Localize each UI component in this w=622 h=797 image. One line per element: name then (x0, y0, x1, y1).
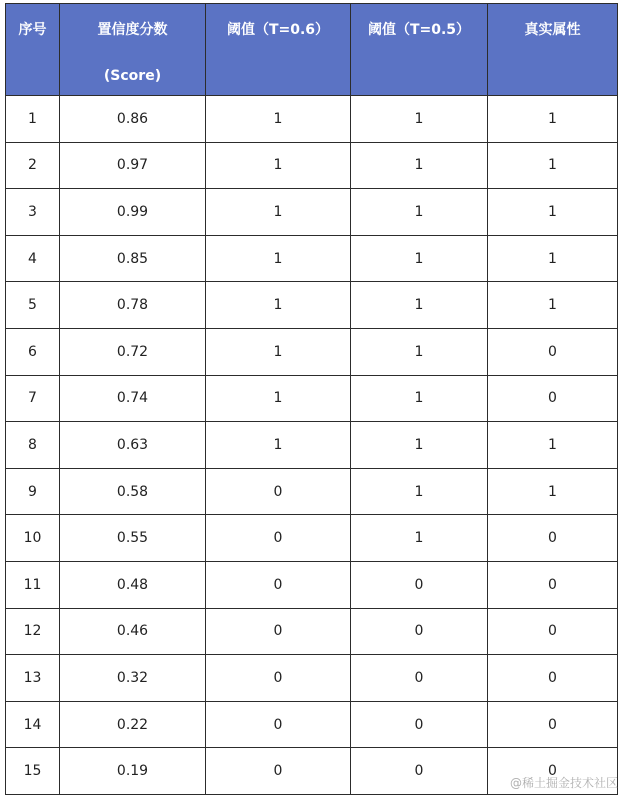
header-threshold-06-label: 阈值（T=0.6） (226, 22, 330, 38)
cell-score: 0.63 (60, 422, 206, 469)
cell-pred-05: 0 (351, 608, 488, 655)
header-threshold-05 (351, 4, 488, 96)
cell-score: 0.78 (60, 282, 206, 329)
table-header (6, 4, 618, 96)
cell-index: 12 (6, 608, 60, 655)
header-threshold-06 (206, 4, 351, 96)
cell-score: 0.72 (60, 328, 206, 375)
header-threshold-05-label: 阈值（T=0.5） (367, 22, 471, 38)
table-row (6, 515, 618, 562)
table-row (6, 96, 618, 143)
table-row (6, 655, 618, 702)
cell-score: 0.46 (60, 608, 206, 655)
table-row (6, 701, 618, 748)
cell-pred-05: 0 (351, 561, 488, 608)
cell-index: 1 (6, 96, 60, 143)
cell-index: 11 (6, 561, 60, 608)
cell-true-label: 1 (488, 235, 618, 282)
cell-pred-06: 1 (206, 282, 351, 329)
cell-true-label: 1 (488, 422, 618, 469)
table-row (6, 468, 618, 515)
cell-pred-05: 0 (351, 748, 488, 795)
cell-pred-05: 0 (351, 701, 488, 748)
cell-pred-05: 1 (351, 328, 488, 375)
score-threshold-table (5, 3, 618, 795)
cell-true-label: 0 (488, 608, 618, 655)
cell-index: 13 (6, 655, 60, 702)
cell-true-label: 1 (488, 468, 618, 515)
cell-score: 0.85 (60, 235, 206, 282)
table-row (6, 235, 618, 282)
cell-pred-06: 0 (206, 608, 351, 655)
cell-true-label: 0 (488, 515, 618, 562)
cell-index: 10 (6, 515, 60, 562)
cell-score: 0.97 (60, 142, 206, 189)
header-score-sublabel: (Score) (103, 68, 162, 84)
table-row (6, 422, 618, 469)
cell-pred-05: 1 (351, 235, 488, 282)
cell-score: 0.58 (60, 468, 206, 515)
cell-pred-05: 1 (351, 422, 488, 469)
cell-score: 0.48 (60, 561, 206, 608)
cell-pred-06: 1 (206, 422, 351, 469)
cell-score: 0.19 (60, 748, 206, 795)
table-row (6, 282, 618, 329)
cell-score: 0.74 (60, 375, 206, 422)
cell-index: 2 (6, 142, 60, 189)
cell-true-label: 0 (488, 561, 618, 608)
cell-index: 6 (6, 328, 60, 375)
cell-score: 0.99 (60, 189, 206, 236)
cell-pred-06: 0 (206, 468, 351, 515)
cell-pred-06: 0 (206, 561, 351, 608)
cell-index: 5 (6, 282, 60, 329)
header-score (60, 4, 206, 96)
cell-pred-05: 1 (351, 282, 488, 329)
table-row (6, 328, 618, 375)
cell-true-label: 1 (488, 189, 618, 236)
table-row (6, 608, 618, 655)
watermark: @稀土掘金技术社区 (509, 776, 618, 790)
cell-score: 0.22 (60, 701, 206, 748)
cell-score: 0.55 (60, 515, 206, 562)
cell-true-label: 1 (488, 282, 618, 329)
cell-index: 15 (6, 748, 60, 795)
cell-index: 7 (6, 375, 60, 422)
cell-pred-06: 1 (206, 328, 351, 375)
header-true-label (488, 4, 618, 96)
header-row (6, 4, 618, 96)
cell-true-label: 1 (488, 142, 618, 189)
cell-true-label: 0 (488, 375, 618, 422)
cell-pred-05: 1 (351, 468, 488, 515)
cell-pred-05: 0 (351, 655, 488, 702)
cell-pred-06: 0 (206, 748, 351, 795)
cell-pred-06: 0 (206, 515, 351, 562)
cell-pred-06: 1 (206, 142, 351, 189)
cell-index: 3 (6, 189, 60, 236)
cell-pred-05: 1 (351, 375, 488, 422)
cell-true-label: 0 (488, 701, 618, 748)
cell-index: 14 (6, 701, 60, 748)
header-index-label: 序号 (18, 22, 47, 38)
cell-index: 9 (6, 468, 60, 515)
cell-pred-06: 1 (206, 235, 351, 282)
cell-pred-05: 1 (351, 515, 488, 562)
table-body (6, 96, 618, 795)
cell-pred-06: 0 (206, 655, 351, 702)
cell-pred-06: 1 (206, 375, 351, 422)
cell-index: 4 (6, 235, 60, 282)
table-row (6, 142, 618, 189)
table-row (6, 561, 618, 608)
cell-score: 0.86 (60, 96, 206, 143)
cell-pred-05: 1 (351, 96, 488, 143)
header-true-label-text: 真实属性 (524, 22, 581, 38)
cell-true-label: 0 (488, 655, 618, 702)
cell-pred-05: 1 (351, 189, 488, 236)
header-score-label: 置信度分数 (97, 22, 168, 38)
cell-pred-06: 0 (206, 701, 351, 748)
cell-true-label: 0 (488, 748, 618, 795)
cell-pred-06: 1 (206, 189, 351, 236)
table-row (6, 375, 618, 422)
table-row (6, 189, 618, 236)
cell-true-label: 1 (488, 96, 618, 143)
cell-score: 0.32 (60, 655, 206, 702)
cell-index: 8 (6, 422, 60, 469)
cell-pred-05: 1 (351, 142, 488, 189)
header-index (6, 4, 60, 96)
cell-true-label: 0 (488, 328, 618, 375)
cell-pred-06: 1 (206, 96, 351, 143)
